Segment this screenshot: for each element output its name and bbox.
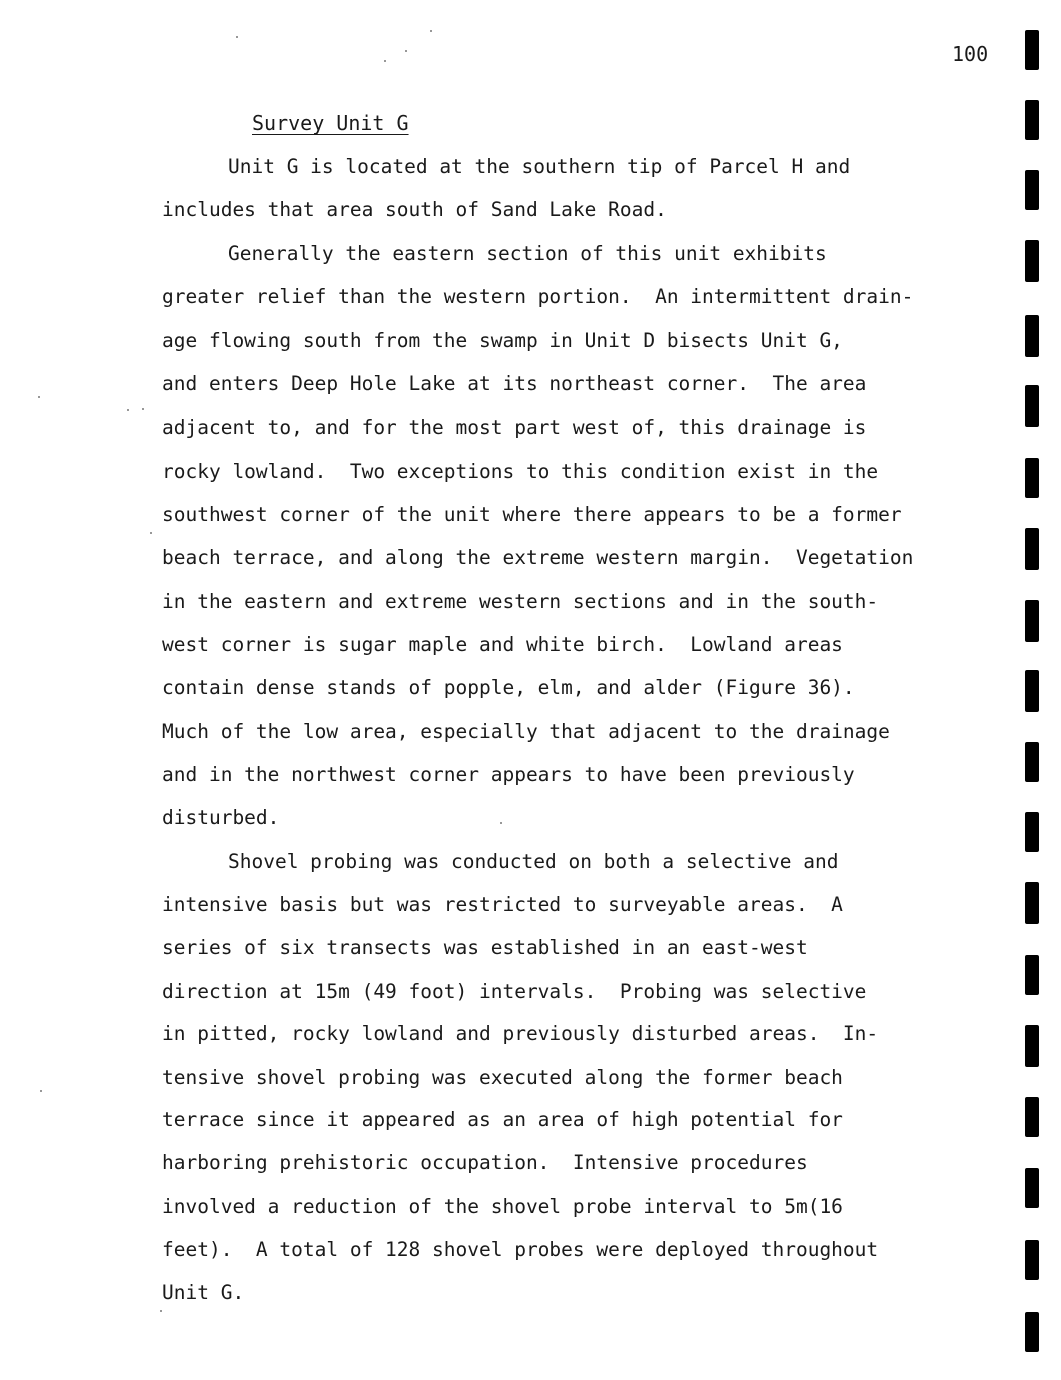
scan-edge-mark: [1025, 30, 1039, 70]
text-line: involved a reduction of the shovel probe interval to 5m(16: [162, 1195, 843, 1218]
text-line: age flowing south from the swamp in Unit D bisects Unit G,: [162, 329, 843, 352]
text-line: includes that area south of Sand Lake Road.: [162, 198, 667, 221]
scan-speck: [384, 60, 386, 62]
scan-edge-mark: [1025, 882, 1039, 924]
scan-speck: [127, 409, 129, 411]
section-heading: Survey Unit G: [252, 111, 409, 135]
scan-edge-mark: [1025, 528, 1039, 570]
text-line: southwest corner of the unit where there appears to be a former: [162, 503, 902, 526]
scan-speck: [160, 1310, 162, 1312]
text-line: Shovel probing was conducted on both a selective and: [228, 850, 839, 873]
scan-edge-mark: [1025, 955, 1039, 995]
text-line: in the eastern and extreme western sections and in the south-: [162, 590, 879, 613]
scan-speck: [150, 532, 152, 534]
text-line: west corner is sugar maple and white birch. Lowland areas: [162, 633, 843, 656]
scan-edge-mark: [1025, 315, 1039, 357]
text-line: tensive shovel probing was executed along the former beach: [162, 1066, 843, 1089]
text-line: direction at 15m (49 foot) intervals. Probing was selective: [162, 980, 867, 1003]
scan-edge-mark: [1025, 1097, 1039, 1137]
scan-speck: [40, 1090, 42, 1092]
scan-edge-mark: [1025, 100, 1039, 140]
text-line: disturbed.: [162, 806, 280, 829]
text-line: and in the northwest corner appears to have been previously: [162, 763, 855, 786]
scan-edge-mark: [1025, 742, 1039, 782]
scan-edge-mark: [1025, 170, 1039, 210]
text-line: intensive basis but was restricted to surveyable areas. A: [162, 893, 843, 916]
scan-speck: [500, 822, 502, 824]
text-line: contain dense stands of popple, elm, and alder (Figure 36).: [162, 676, 855, 699]
text-line: Much of the low area, especially that adjacent to the drainage: [162, 720, 890, 743]
scan-edge-mark: [1025, 1168, 1039, 1208]
text-line: feet). A total of 128 shovel probes were deployed throughout: [162, 1238, 879, 1261]
page-number: 100: [952, 42, 989, 66]
scan-speck: [38, 396, 40, 398]
text-line: Generally the eastern section of this unit exhibits: [228, 242, 827, 265]
scan-edge-mark: [1025, 1025, 1039, 1067]
scan-edge-mark: [1025, 600, 1039, 642]
scan-edge-mark: [1025, 240, 1039, 282]
scan-edge-mark: [1025, 458, 1039, 498]
text-line: adjacent to, and for the most part west of, this drainage is: [162, 416, 867, 439]
scan-speck: [236, 36, 238, 38]
scan-edge-mark: [1025, 1240, 1039, 1280]
text-line: rocky lowland. Two exceptions to this condition exist in the: [162, 460, 879, 483]
text-line: harboring prehistoric occupation. Intensive procedures: [162, 1151, 808, 1174]
scan-edge-mark: [1025, 670, 1039, 712]
text-line: greater relief than the western portion. An intermittent drain-: [162, 285, 914, 308]
scan-speck: [405, 50, 407, 52]
text-line: in pitted, rocky lowland and previously disturbed areas. In-: [162, 1022, 879, 1045]
text-line: terrace since it appeared as an area of high potential for: [162, 1108, 843, 1131]
text-line: series of six transects was established in an east-west: [162, 936, 808, 959]
scan-edge-mark: [1025, 812, 1039, 852]
scan-speck: [430, 30, 432, 32]
scan-speck: [142, 408, 144, 410]
text-line: Unit G.: [162, 1281, 245, 1304]
scan-edge-mark: [1025, 1312, 1039, 1352]
text-line: and enters Deep Hole Lake at its northeast corner. The area: [162, 372, 867, 395]
scan-edge-mark: [1025, 385, 1039, 427]
text-line: beach terrace, and along the extreme western margin. Vegetation: [162, 546, 914, 569]
text-line: Unit G is located at the southern tip of Parcel H and: [228, 155, 851, 178]
